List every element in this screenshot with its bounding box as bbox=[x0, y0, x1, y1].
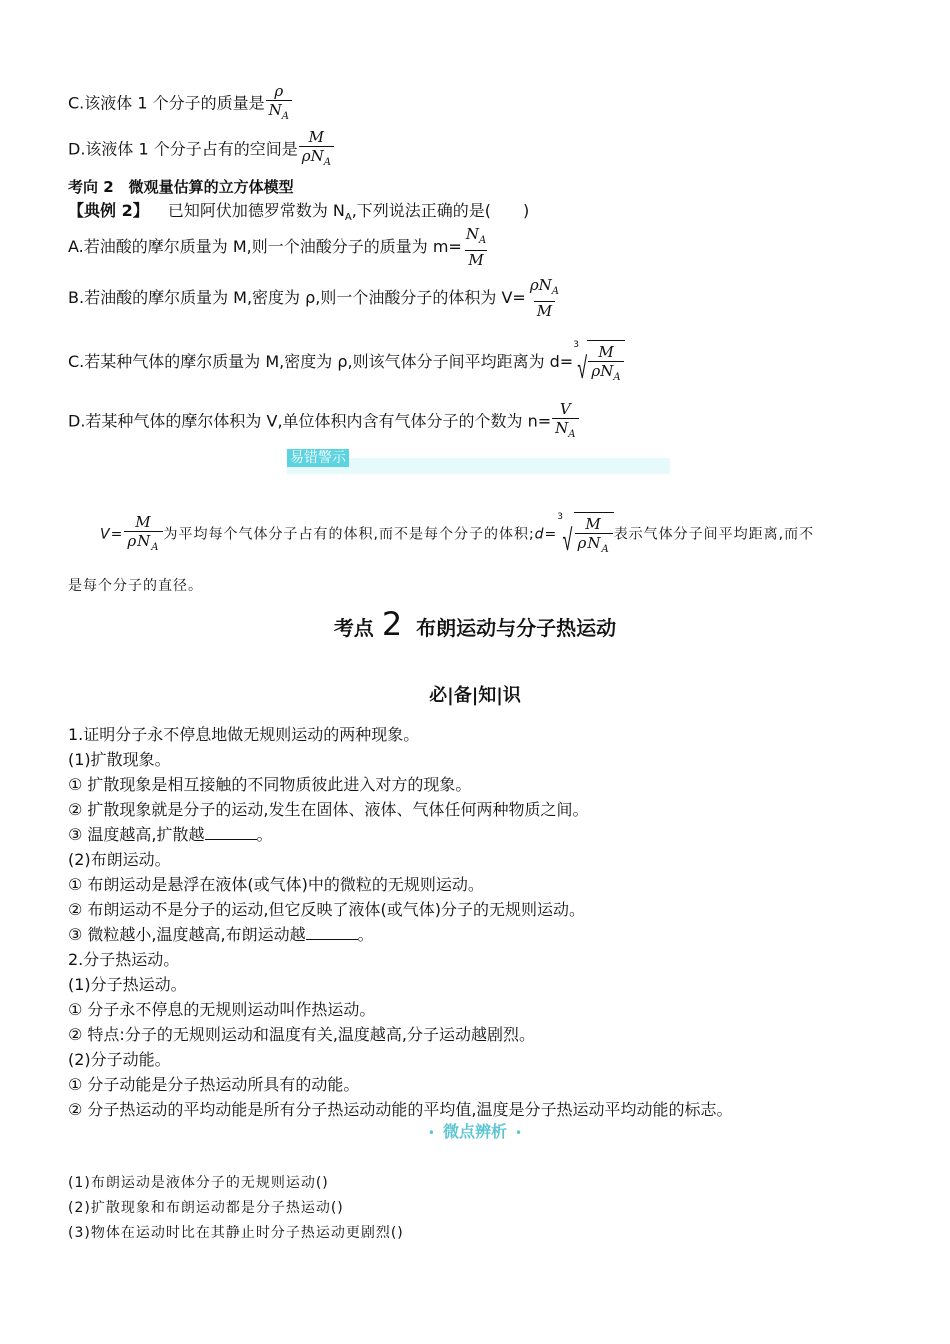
frac-num: M bbox=[598, 343, 614, 361]
example-option-d bbox=[68, 400, 580, 444]
section-prefix: 考点 bbox=[333, 616, 374, 640]
d-lhs: d= bbox=[534, 526, 558, 543]
fill-blank[interactable] bbox=[205, 825, 257, 840]
option-c-top bbox=[68, 82, 293, 126]
root-index: 3 bbox=[557, 512, 565, 522]
frac-den-main: N bbox=[268, 101, 282, 119]
option-c-text: C.若某种气体的摩尔质量为 M,密度为 ρ,则该气体分子间平均距离为 d= bbox=[68, 352, 574, 371]
micro-title-text: 微点辨析 bbox=[442, 1122, 507, 1141]
frac-num-main: ρN bbox=[529, 276, 552, 294]
knowledge-title: 必|备|知|识 bbox=[429, 685, 521, 706]
knowledge-line: 1.证明分子永不停息地做无规则运动的两种现象。 bbox=[68, 725, 420, 744]
subheading-direction-2: 考向 2 微观量估算的立方体模型 bbox=[68, 178, 294, 196]
frac-den-main: ρN bbox=[127, 531, 152, 550]
knowledge-line-blank bbox=[68, 924, 374, 946]
frac-den-sub: A bbox=[601, 544, 610, 555]
knowledge-line: ② 分子热运动的平均动能是所有分子热运动动能的平均值,温度是分子热运动平均动能的标志。 bbox=[68, 1100, 733, 1119]
warning-note bbox=[100, 510, 814, 559]
example-label: 【典例 2】 bbox=[68, 201, 149, 220]
blank-line-after: 。 bbox=[256, 825, 273, 844]
knowledge-line: ② 特点:分子的无规则运动和温度有关,温度越高,分子运动越剧烈。 bbox=[68, 1025, 535, 1044]
section-number: 2 bbox=[381, 605, 403, 643]
knowledge-line: ① 分子动能是分子热运动所具有的动能。 bbox=[68, 1075, 360, 1094]
frac-den bbox=[266, 100, 292, 126]
frac-den-sub: A bbox=[568, 429, 576, 440]
micro-title bbox=[0, 1122, 950, 1143]
frac-num: M bbox=[585, 515, 602, 533]
frac-num bbox=[527, 276, 562, 301]
frac-num: ρ bbox=[274, 82, 284, 100]
option-d-text: D.该液体 1 个分子占有的空间是 bbox=[68, 139, 298, 159]
root-radicand bbox=[587, 340, 624, 387]
fraction-rho-over-na bbox=[266, 82, 292, 126]
frac-den: M bbox=[534, 301, 555, 321]
dot-icon: • bbox=[427, 1126, 435, 1140]
frac-num: V bbox=[559, 400, 571, 418]
fraction-v-over-na bbox=[552, 400, 578, 444]
section-heading bbox=[0, 604, 950, 648]
knowledge-line: (2)分子动能。 bbox=[68, 1050, 171, 1069]
frac-num bbox=[463, 225, 489, 250]
frac-den-sub: A bbox=[613, 372, 621, 383]
knowledge-line: ① 分子永不停息的无规则运动叫作热运动。 bbox=[68, 1000, 376, 1019]
radical-sign-icon: √ bbox=[562, 523, 574, 558]
frac-num-sub: A bbox=[551, 286, 559, 297]
section-title: 布朗运动与分子热运动 bbox=[416, 616, 617, 640]
option-b-text: B.若油酸的摩尔质量为 M,密度为 ρ,则一个油酸分子的体积为 V= bbox=[68, 288, 526, 307]
frac-den-main: ρN bbox=[577, 534, 602, 552]
frac-den bbox=[299, 146, 334, 172]
frac-den bbox=[124, 531, 162, 557]
fraction-rhona-over-m bbox=[527, 276, 562, 321]
option-d-top bbox=[68, 128, 335, 172]
fraction-na-over-m bbox=[463, 225, 489, 270]
fraction-m-over-rhona bbox=[124, 513, 162, 557]
option-a-text: A.若油酸的摩尔质量为 M,则一个油酸分子的质量为 m= bbox=[68, 237, 462, 256]
frac-den bbox=[588, 361, 623, 387]
example-stem-sub: A bbox=[344, 212, 352, 224]
cube-root bbox=[573, 338, 624, 387]
frac-num: M bbox=[308, 128, 325, 146]
example-option-c bbox=[68, 338, 625, 387]
radical-sign-icon: √ bbox=[577, 351, 588, 386]
cube-root bbox=[557, 510, 613, 559]
knowledge-line: (1)扩散现象。 bbox=[68, 750, 171, 769]
frac-den bbox=[552, 418, 578, 444]
example-stem-text: 已知阿伏加德罗常数为 N bbox=[167, 201, 345, 220]
v-lhs: V= bbox=[100, 526, 124, 543]
frac-num: M bbox=[135, 512, 152, 531]
example-stem-tail: ,下列说法正确的是( ) bbox=[351, 201, 530, 220]
frac-den-sub: A bbox=[151, 541, 160, 553]
frac-den: M bbox=[465, 250, 486, 270]
option-c-text: C.该液体 1 个分子的质量是 bbox=[68, 93, 265, 113]
option-d-text: D.若某种气体的摩尔体积为 V,单位体积内含有气体分子的个数为 n= bbox=[68, 411, 552, 431]
fraction-m-over-rhona bbox=[299, 128, 334, 172]
frac-num-main: N bbox=[465, 225, 479, 243]
knowledge-line: ② 布朗运动不是分子的运动,但它反映了液体(或气体)分子的无规则运动。 bbox=[68, 900, 586, 919]
micro-item: (2)扩散现象和布朗运动都是分子热运动() bbox=[68, 1200, 344, 1216]
example-option-a bbox=[68, 225, 490, 270]
warning-tag: 易错警示 bbox=[287, 449, 349, 467]
fill-blank[interactable] bbox=[306, 925, 358, 940]
frac-den-sub: A bbox=[323, 157, 331, 168]
warning-text-1: 为平均每个气体分子占有的体积,而不是每个分子的体积; bbox=[163, 526, 535, 543]
frac-num-sub: A bbox=[478, 235, 487, 246]
knowledge-line-blank bbox=[68, 824, 273, 846]
frac-den-sub: A bbox=[281, 111, 289, 122]
frac-den-main: ρN bbox=[591, 362, 614, 380]
knowledge-line: 2.分子热运动。 bbox=[68, 950, 180, 969]
knowledge-line: ② 扩散现象就是分子的运动,发生在固体、液体、气体任何两种物质之间。 bbox=[68, 800, 589, 819]
blank-line-before: ③ 微粒越小,温度越高,布朗运动越 bbox=[68, 925, 306, 944]
warning-text-2: 表示气体分子间平均距离,而不 bbox=[613, 526, 815, 543]
knowledge-line: (2)布朗运动。 bbox=[68, 850, 171, 869]
fraction-m-over-rhona bbox=[575, 515, 613, 559]
frac-den bbox=[575, 533, 613, 559]
knowledge-line: ① 布朗运动是悬浮在液体(或气体)中的微粒的无规则运动。 bbox=[68, 875, 484, 894]
micro-item: (1)布朗运动是液体分子的无规则运动() bbox=[68, 1175, 329, 1191]
root-index: 3 bbox=[573, 340, 579, 350]
root-radicand bbox=[574, 512, 614, 559]
dot-icon: • bbox=[515, 1126, 523, 1140]
micro-item: (3)物体在运动时比在其静止时分子热运动更剧烈() bbox=[68, 1225, 404, 1241]
blank-line-before: ③ 温度越高,扩散越 bbox=[68, 825, 205, 844]
frac-den-main: N bbox=[555, 419, 569, 437]
knowledge-line: ① 扩散现象是相互接触的不同物质彼此进入对方的现象。 bbox=[68, 775, 472, 794]
blank-line-after: 。 bbox=[357, 925, 374, 944]
fraction-m-over-rhona bbox=[588, 343, 623, 387]
knowledge-line: (1)分子热运动。 bbox=[68, 975, 187, 994]
example-option-b bbox=[68, 276, 563, 321]
warning-text-3: 是每个分子的直径。 bbox=[68, 578, 203, 594]
frac-den-main: ρN bbox=[301, 147, 324, 165]
